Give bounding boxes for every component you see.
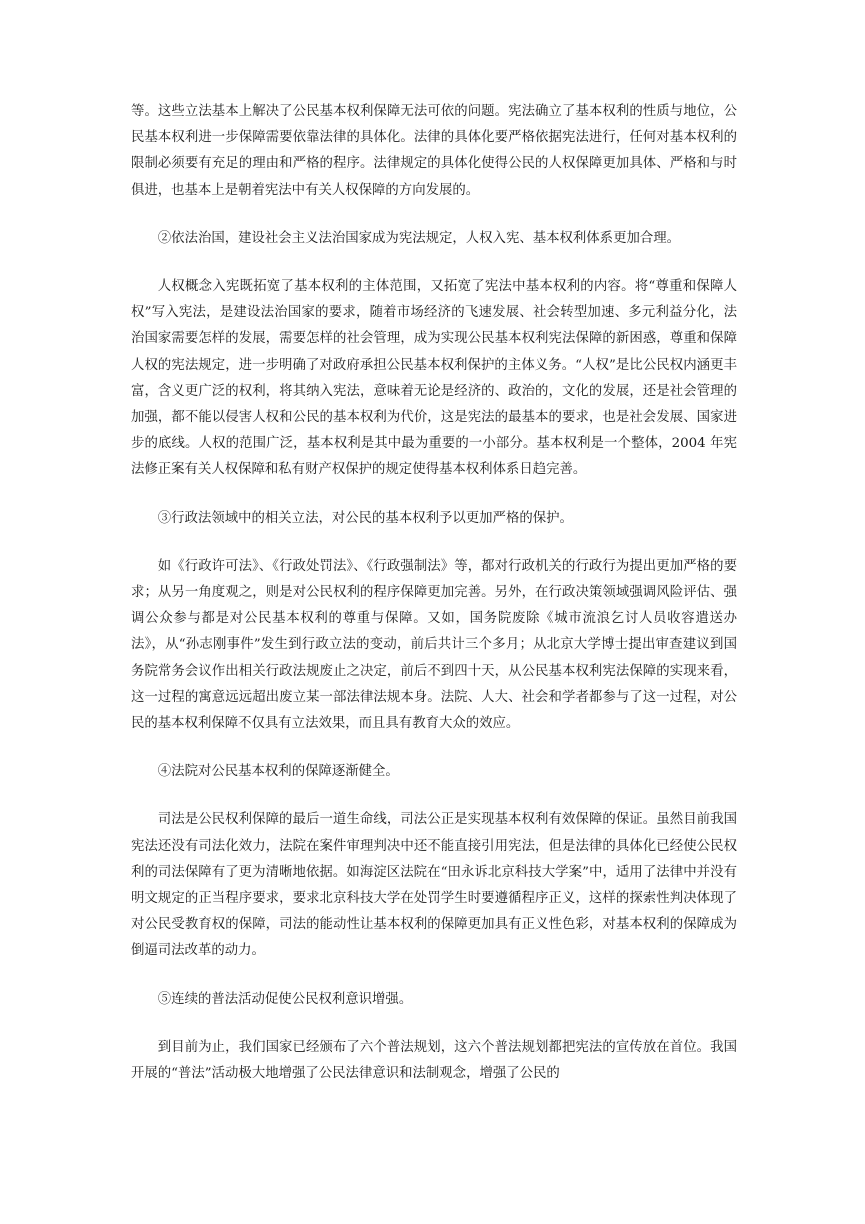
paragraph-continuation: 等。这些立法基本上解决了公民基本权利保障无法可依的问题。宪法确立了基本权利的性质与地位，公民基本权利进一步保障需要依靠法律的具体化。法律的具体化要严格依据宪法进行，任何对基本权利的限制必须要有充足的理由和严格的程序。法律规定的具体化使得公民的人权保障更加具体、严格和与时俱进，也基本上是朝着宪法中有关人权保障的方向发展的。 [131,104,737,198]
section-heading-rule-of-law: ②依法治国，建设社会主义法治国家成为宪法规定，人权入宪、基本权利体系更加合理。 [157,230,681,246]
paragraph-human-rights: 人权概念入宪既拓宽了基本权利的主体范围，又拓宽了宪法中基本权利的内容。将“尊重和保障人权”写入宪法，是建设法治国家的要求，随着市场经济的飞速发展、社会转型加速、多元利益分化，法治国家需要怎样的发展，需要怎样的社会管理，成为实现公民基本权利宪法保障的新困惑，尊重和保障人权的宪法规定，进一步明确了对政府承担公民基本权利保护的主体义务。“人权”是比公民权内涵更丰富，含义更广泛的权利，将其纳入宪法，意味着无论是经济的、政治的，文化的发展，还是社会管理的加强，都不能以侵害人权和公民的基本权利为代价，这是宪法的最基本的要求，也是社会发展、国家进步的底线。人权的范围广泛，基本权利是其中最为重要的一小部分。基本权利是一个整体，2004 年宪法修正案有关人权保障和私有财产权保护的规定使得基本权利体系日趋完善。 [131,279,737,478]
section-heading-courts: ④法院对公民基本权利的保障逐渐健全。 [157,764,399,780]
paragraph-judiciary: 司法是公民权利保障的最后一道生命线，司法公正是实现基本权利有效保障的保证。虽然目前我国宪法还没有司法化效力，法院在案件审理判决中还不能直接引用宪法，但是法律的具体化已经使公民权利的司法保障有了更为清晰地依据。如海淀区法院在“田永诉北京科技大学案”中，适用了法律中并没有明文规定的正当程序要求，要求北京科技大学在处罚学生时要遵循程序正义，这样的探索性判决体现了对公民受教育权的保障，司法的能动性让基本权利的保障更加具有正义性色彩，对基本权利的保障成为倒逼司法改革的动力。 [131,812,737,959]
section-heading-legal-education: ⑤连续的普法活动促使公民权利意识增强。 [157,991,413,1007]
paragraph-administrative-law: 如《行政许可法》、《行政处罚法》、《行政强制法》等，都对行政机关的行政行为提出更加严格的要求；从另一角度观之，则是对公民权利的程序保障更加完善。另外，在行政决策领域强调风险评估、强调公众参与都是对公民基本权利的尊重与保障。又如，国务院废除《城市流浪乞讨人员收容遣送办法》，从“孙志刚事件”发生到行政立法的变动，前后共计三个多月；从北京大学博士提出审查建议到国务院常务会议作出相关行政法规废止之决定，前后不到四十天，从公民基本权利宪法保障的实现来看，这一过程的寓意远远超出废立某一部法律法规本身。法院、人大、社会和学者都参与了这一过程，对公民的基本权利保障不仅具有立法效果，而且具有教育大众的效应。 [131,558,737,732]
paragraph-legal-education: 到目前为止，我们国家已经颁布了六个普法规划，这六个普法规划都把宪法的宣传放在首位。我国开展的“普法”活动极大地增强了公民法律意识和法制观念，增强了公民的 [131,1039,737,1082]
section-heading-administrative-law: ③行政法领域中的相关立法，对公民的基本权利予以更加严格的保护。 [157,510,573,526]
